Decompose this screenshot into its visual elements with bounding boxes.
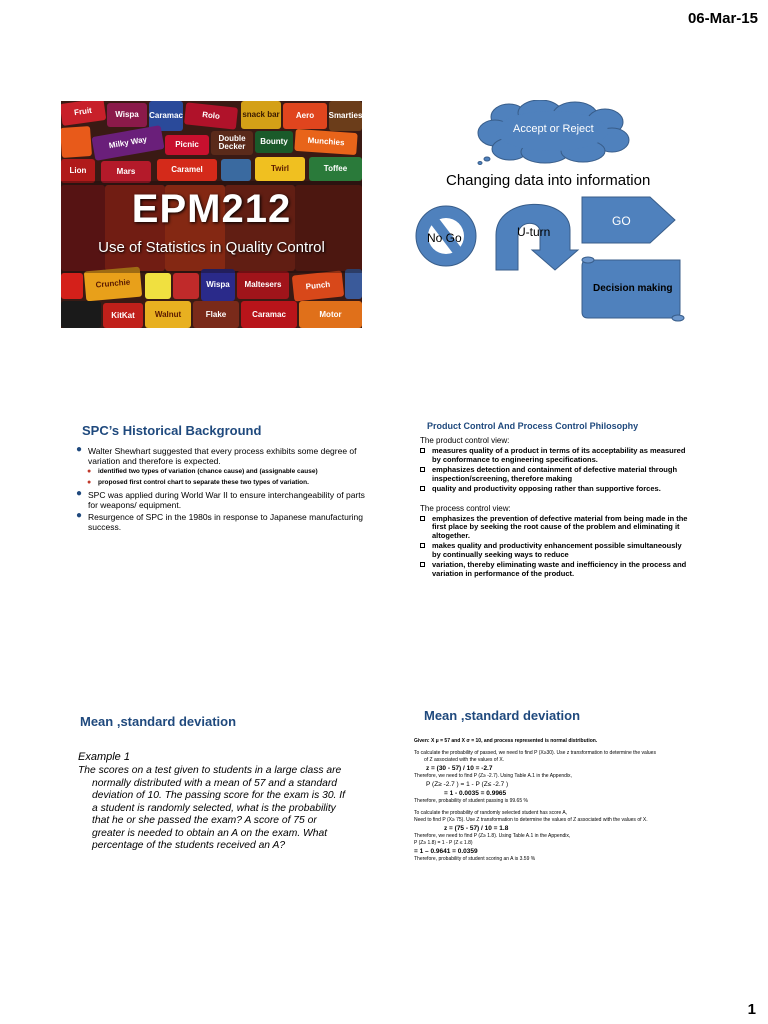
example-label: Example 1: [78, 751, 130, 763]
list-item: measures quality of a product in terms of its acceptability as measured by conformance to engineering specifications.: [420, 447, 688, 464]
philosophy-title: Product Control And Process Control Philosophy: [427, 421, 639, 431]
solution-line: Therefore, probability of student passing is 99.65 %: [414, 798, 528, 804]
candy-wrapper: Fruit: [61, 101, 106, 126]
candy-wrapper: Maltesers: [237, 271, 289, 299]
uturn-label: U-turn: [517, 225, 551, 239]
candy-wrapper: Punch: [292, 270, 344, 301]
solution-line: Therefore, we need to find P (Z≥ 1.8). Using Table A.1 in the Appendix,: [414, 833, 571, 839]
solution-line: To calculate the probability of passed, we need to find P (X≥30). Use z transformation to determine the values: [414, 750, 656, 756]
candy-wrapper: Motor: [299, 301, 362, 328]
list-item: ● identified two types of variation (chance cause) and (assignable cause): [87, 468, 318, 475]
process-view-heading: The process control view:: [420, 503, 511, 513]
solution-line: z = (75 - 57) / 10 = 1.8: [444, 825, 509, 832]
candy-wrapper: [173, 273, 199, 299]
solution-line: P (Z≥ -2.7 ) = 1 - P (Z≤ -2.7 ): [426, 781, 509, 788]
list-item: quality and productivity opposing rather than supportive forces.: [420, 485, 688, 494]
candy-wrapper: snack bar: [241, 101, 281, 129]
candy-wrapper: Flake: [193, 301, 239, 328]
candy-wrapper: Aero: [283, 103, 327, 129]
scroll-label: Decision making: [593, 283, 673, 294]
candy-wrapper: Twirl: [255, 157, 305, 181]
title-slide: [61, 101, 362, 328]
nogo-label: No Go: [427, 231, 462, 245]
page-number: 1: [747, 1001, 756, 1018]
cloud-label: Accept or Reject: [513, 123, 594, 135]
spc-background-slide: [76, 423, 366, 534]
candy-wrapper: Rolo: [184, 102, 238, 129]
solution-line: of Z associated with the values of X.: [424, 757, 505, 763]
solution-line: Need to find P (X≥ 75). Use Z transformation to determine the values of Z associated with the values of X.: [414, 817, 648, 823]
given-line: Given: X μ = 57 and X σ = 10, and process represented is normal distribution.: [414, 738, 598, 744]
example-title: Mean ,standard deviation: [80, 714, 237, 729]
list-item: ● Resurgence of SPC in the 1980s in response to Japanese manufacturing success.: [76, 510, 364, 532]
candy-wrapper: Bounty: [255, 131, 293, 153]
candy-wrapper: Milky Way: [91, 125, 164, 161]
candy-wrapper: [345, 269, 362, 299]
list-item: emphasizes detection and containment of defective material through inspection/screening, therefore making: [420, 466, 688, 483]
go-label: GO: [612, 214, 631, 228]
candy-wrapper: Crunchie: [84, 267, 142, 302]
solution-line: Therefore, probability of student scoring an A is 3.59 %: [414, 856, 536, 862]
product-view-heading: The product control view:: [420, 436, 510, 445]
list-item: emphasizes the prevention of defective material from being made in the first place by seeking the root cause of the problem and eliminating it altogether.: [420, 515, 688, 541]
candy-wrapper: Double Decker: [211, 131, 253, 155]
candy-wrapper: Caramac: [149, 101, 183, 131]
candy-wrapper: Caramac: [241, 301, 297, 328]
list-item: ● Walter Shewhart suggested that every process exhibits some degree of variation and therefore is expected.: [76, 444, 357, 466]
list-item: ● SPC was applied during World War II to ensure interchangeability of parts for weapons/ equipment.: [76, 488, 365, 510]
candy-wrapper: KitKat: [103, 303, 143, 328]
candy-wrapper: Picnic: [165, 135, 209, 155]
candy-wrapper: Mars: [101, 161, 151, 183]
course-subtitle: Use of Statistics in Quality Control: [98, 239, 325, 256]
candy-wrapper: [61, 126, 92, 158]
diagram-title: Changing data into information: [446, 172, 651, 189]
date-header: 06-Mar-15: [687, 10, 758, 27]
solution-line: P (Z≥ 1.8) = 1 - P (Z ≤ 1.8): [414, 840, 473, 846]
course-title: EPM212: [131, 187, 292, 231]
list-item: ● proposed first control chart to separate these two types of variation.: [87, 479, 309, 486]
solution-line: Therefore, we need to find P (Z≥ -2.7). Using Table A.1 in the Appendix,: [414, 773, 572, 779]
solution-line: = 1 – 0.9641 = 0.0359: [414, 848, 478, 855]
example-question: The scores on a test given to students in a large class are normally distributed with a mean of 57 and a standard deviation of 10. The passing score for the exam is 30. If a student is randomly selected, what is the probability that he or she passed the exam? A score of 75 or greater is needed to obtain an A on the exam. What percentage of the students received an A?: [78, 765, 345, 851]
candy-wrapper: Munchies: [294, 129, 357, 155]
example-slide: [78, 714, 348, 853]
spc-title: SPC’s Historical Background: [82, 423, 262, 438]
solution-line: z = (30 - 57) / 10 = -2.7: [426, 765, 493, 772]
solution-title: Mean ,standard deviation: [424, 708, 581, 723]
list-item: makes quality and productivity enhancement possible simultaneously by continually seeking ways to reduce: [420, 542, 688, 559]
control-philosophy-slide: [420, 421, 688, 580]
candy-wrapper: Lion: [61, 159, 95, 183]
solution-line: To calculate the probability of randomly selected student has score A,: [414, 810, 568, 816]
candy-wrapper: [61, 301, 101, 328]
candy-wrapper: [145, 273, 171, 299]
candy-wrapper: Wispa: [107, 103, 147, 127]
candy-wrapper: Toffee: [309, 157, 362, 181]
candy-wrapper: [221, 159, 251, 181]
list-item: variation, thereby eliminating waste and inefficiency in the process and variation in performance of the product.: [420, 561, 688, 578]
candy-wrapper: Walnut: [145, 301, 191, 328]
candy-wrapper: Wispa: [201, 269, 235, 301]
candy-wrapper: [61, 273, 83, 299]
solution-line: = 1 - 0.0035 = 0.9965: [444, 790, 507, 797]
solution-slide: [414, 708, 704, 863]
candy-wrapper: Smarties: [329, 101, 362, 131]
candy-wrapper: Caramel: [157, 159, 217, 181]
